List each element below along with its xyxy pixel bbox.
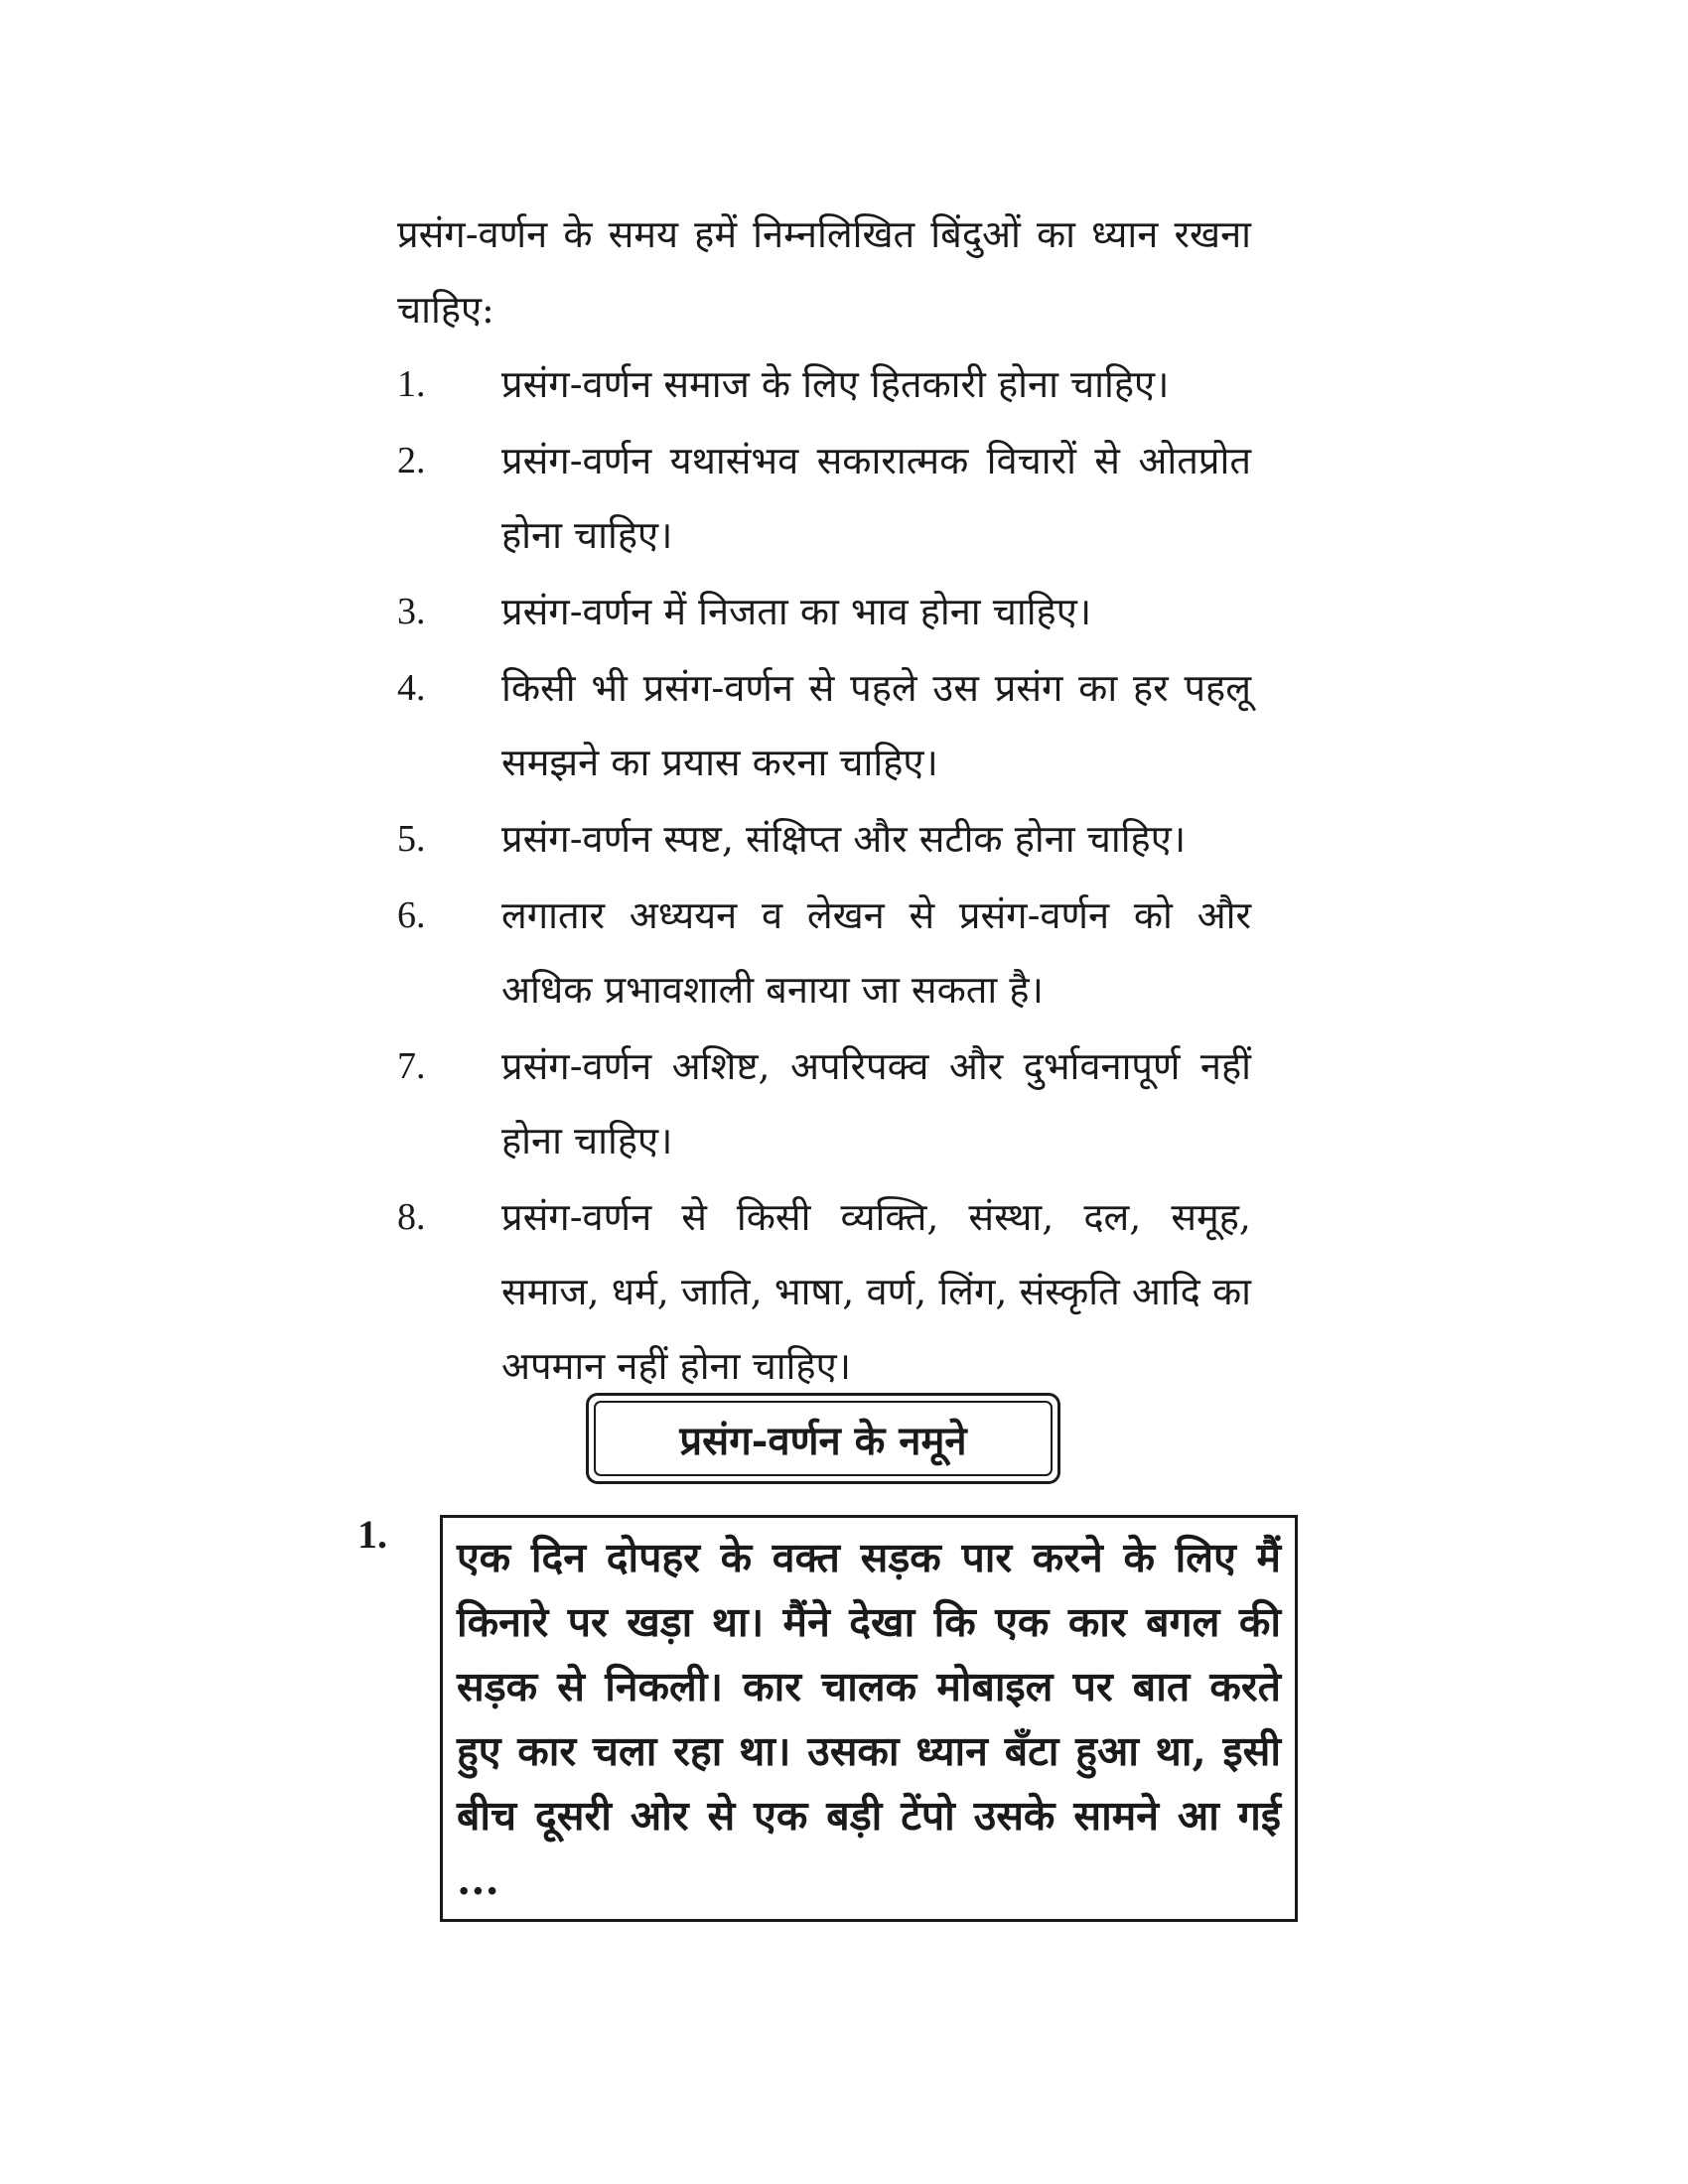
list-item-number: 4. bbox=[397, 667, 426, 709]
sample-number: 1. bbox=[357, 1512, 387, 1557]
list-item bbox=[397, 1180, 1251, 1404]
list-item-text: किसी भी प्रसंग-वर्णन से पहले उस प्रसंग का हर पहलू समझने का प्रयास करना चाहिए। bbox=[501, 666, 1251, 784]
list-item-text: लगातार अध्ययन व लेखन से प्रसंग-वर्णन को और अधिक प्रभावशाली बनाया जा सकता है। bbox=[501, 893, 1251, 1012]
rules-list bbox=[397, 347, 1251, 1406]
list-item bbox=[397, 651, 1251, 800]
list-item-number: 1. bbox=[397, 363, 426, 405]
list-item bbox=[397, 347, 1251, 422]
list-item-text: प्रसंग-वर्णन अशिष्ट, अपरिपक्व और दुर्भावनापूर्ण नहीं होना चाहिए। bbox=[501, 1044, 1251, 1162]
list-item-text: प्रसंग-वर्णन से किसी व्यक्ति, संस्था, दल, समूह, समाज, धर्म, जाति, भाषा, वर्ण, लिंग, संस्कृति आदि का अपमान नहीं होना चाहिए। bbox=[501, 1195, 1251, 1388]
list-item-number: 5. bbox=[397, 818, 426, 860]
list-item-number: 8. bbox=[397, 1196, 426, 1238]
sample-passage-text: एक दिन दोपहर के वक्त सड़क पार करने के लिए मैं किनारे पर खड़ा था। मैंने देखा कि एक कार बगल की सड़क से निकली। कार चालक मोबाइल पर बात करते हुए कार चला रहा था। उसका ध्यान बँटा हुआ था, इसी बीच दूसरी ओर से एक बड़ी टेंपो उसके सामने आ गई ... bbox=[457, 1534, 1281, 1904]
list-item-text: प्रसंग-वर्णन यथासंभव सकारात्मक विचारों से ओतप्रोत होना चाहिए। bbox=[501, 439, 1251, 557]
list-item bbox=[397, 802, 1251, 877]
list-item-number: 3. bbox=[397, 591, 426, 632]
list-item bbox=[397, 575, 1251, 649]
list-item bbox=[397, 879, 1251, 1027]
list-item-text: प्रसंग-वर्णन में निजता का भाव होना चाहिए। bbox=[501, 590, 1092, 633]
list-item-text: प्रसंग-वर्णन समाज के लिए हितकारी होना चाहिए। bbox=[501, 362, 1170, 406]
sample-passage-box bbox=[440, 1515, 1298, 1922]
list-item-number: 2. bbox=[397, 440, 426, 481]
list-item bbox=[397, 1029, 1251, 1178]
list-item-text: प्रसंग-वर्णन स्पष्ट, संक्षिप्त और सटीक होना चाहिए। bbox=[501, 817, 1187, 861]
list-item bbox=[397, 424, 1251, 573]
section-title-box bbox=[586, 1393, 1060, 1484]
section-title: प्रसंग-वर्णन के नमूने bbox=[594, 1401, 1053, 1476]
list-item-number: 7. bbox=[397, 1045, 426, 1087]
list-item-number: 6. bbox=[397, 894, 426, 936]
intro-paragraph: प्रसंग-वर्णन के समय हमें निम्नलिखित बिंदुओं का ध्यान रखना चाहिए: bbox=[397, 212, 1251, 332]
